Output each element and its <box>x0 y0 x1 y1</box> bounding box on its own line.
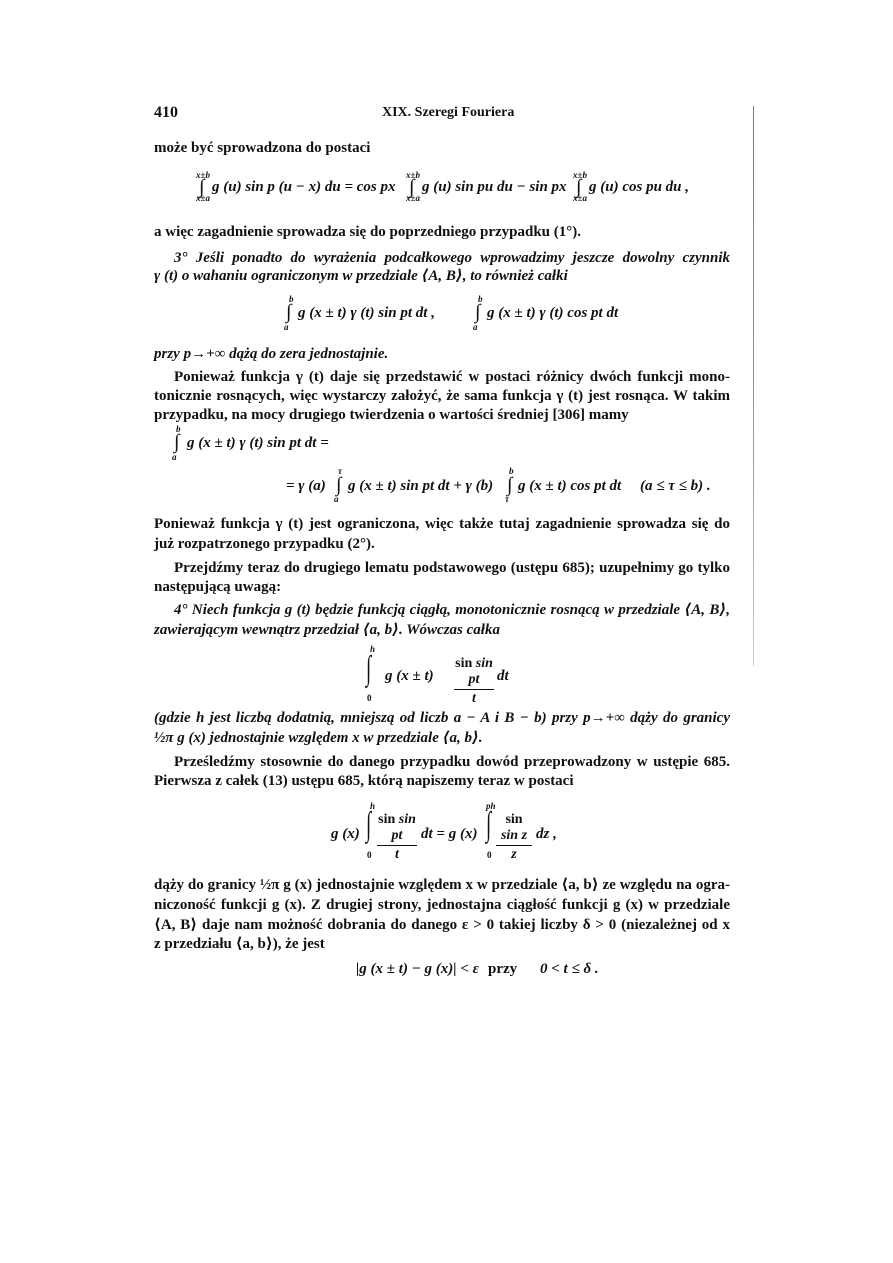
fraction-bar <box>496 845 532 846</box>
eq-term: g (u) sin p (u − x) du = cos px <box>212 179 396 195</box>
text-line: już rozpatrzonego przypadku (2°). <box>154 536 375 552</box>
fraction <box>377 812 417 863</box>
eq-term: 0 < t ≤ δ . <box>540 961 599 977</box>
text-line: następującą uwagą: <box>154 579 282 595</box>
integral-sign: ∫ <box>174 431 180 453</box>
limit-upper: h <box>370 801 376 811</box>
eq-term: g (u) cos pu du , <box>589 179 690 195</box>
limit-lower: τ <box>505 494 509 504</box>
limit-upper: x±b <box>573 170 587 180</box>
text-line: Ponieważ funkcja γ (t) daje się przedstawić w postaci różnicy dwóch funkcji mono- <box>174 369 730 385</box>
limit-upper: h <box>370 644 376 654</box>
limit-lower: 0 <box>367 850 372 860</box>
eq-term: |g (x ± t) − g (x)| < ε <box>356 961 479 977</box>
eq-term: dz , <box>536 826 557 842</box>
integral-sign: ∫ <box>199 176 205 198</box>
integral-sign: ∫ <box>366 806 372 843</box>
text-line: ½π g (x) jednostajnie względem x w przedziale ⟨a, b⟩. <box>154 730 483 746</box>
integral-sign: ∫ <box>286 301 292 323</box>
running-title: XIX. Szeregi Fouriera <box>382 105 515 120</box>
limit-lower: a <box>334 494 339 504</box>
limit-upper: x±b <box>196 170 210 180</box>
eq-term: = γ (a) <box>286 478 326 494</box>
limit-upper: b <box>176 424 181 434</box>
fraction <box>454 656 494 707</box>
text-line: dąży do granicy ½π g (x) jednostajnie względem x w przedziale ⟨a, b⟩ ze względu na ogra- <box>154 877 730 893</box>
denominator: z <box>511 847 517 862</box>
text-line: niczoność funkcji g (x). Z drugiej strony, jednostajna ciągłość funkcji g (x) w przedziale <box>154 897 730 913</box>
limit-upper: b <box>289 294 294 304</box>
text-line: Ponieważ funkcja γ (t) jest ograniczona, więc także tutaj zagadnienie sprowadza się do <box>154 516 730 532</box>
integral-sign: ∫ <box>336 474 342 496</box>
text-line: 4° Niech funkcja g (t) będzie funkcją ciągłą, monotonicznie rosnącą w przedziale ⟨A, B⟩, <box>174 602 730 618</box>
text-line: Pierwsza z całek (13) ustępu 685, którą napiszemy teraz w postaci <box>154 773 574 789</box>
limit-upper: x±b <box>406 170 420 180</box>
limit-lower: a <box>172 452 177 462</box>
limit-upper: b <box>478 294 483 304</box>
text-line: przypadku, na mocy drugiego twierdzenia o wartości średniej [306] mamy <box>154 407 629 423</box>
eq-term: g (x ± t) cos pt dt <box>518 478 622 494</box>
eq-term: dt = g (x) <box>421 826 478 842</box>
denominator: t <box>472 691 476 706</box>
fraction-bar <box>377 845 417 846</box>
integral-sign: ∫ <box>576 176 582 198</box>
numerator: sin sin pt <box>378 812 416 843</box>
limit-lower: 0 <box>367 693 372 703</box>
integral-sign: ∫ <box>507 474 513 496</box>
integral-sign: ∫ <box>409 176 415 198</box>
text-line: a więc zagadnienie sprowadza się do poprzedniego przypadku (1°). <box>154 224 581 240</box>
fraction <box>496 812 532 863</box>
limit-lower: x±a <box>196 193 210 203</box>
limit-upper: ph <box>486 801 496 811</box>
eq-term: g (x ± t) γ (t) sin pt dt , <box>298 305 435 321</box>
scan-edge-line <box>753 106 754 666</box>
eq-term: przy <box>488 961 518 977</box>
text-line: Prześledźmy stosownie do danego przypadku dowód przeprowadzony w ustępie 685. <box>174 754 730 770</box>
denominator: t <box>395 847 399 862</box>
eq-term: g (x ± t) γ (t) sin pt dt = <box>187 435 329 451</box>
limit-lower: a <box>284 322 289 332</box>
text-line: ⟨A, B⟩ daje nam możność dobrania do danego ε > 0 takiej liczby δ > 0 (niezależnej od x <box>154 917 730 933</box>
integral-sign: ∫ <box>475 301 481 323</box>
eq-term: g (x ± t) γ (t) cos pt dt <box>487 305 619 321</box>
eq-term: g (x ± t) <box>385 668 434 684</box>
limit-lower: x±a <box>573 193 587 203</box>
text-line: 3° Jeśli ponadto do wyrażenia podcałkowego wprowadzimy jeszcze dowolny czynnik <box>174 250 730 266</box>
eq-condition: (a ≤ τ ≤ b) . <box>640 478 711 494</box>
text-line: z przedziału ⟨a, b⟩), że jest <box>154 936 325 952</box>
integral-sign: ∫ <box>486 806 492 843</box>
text-line: γ (t) o wahaniu ograniczonym w przedziale ⟨A, B⟩, to również całki <box>154 268 568 284</box>
limit-lower: 0 <box>487 850 492 860</box>
limit-lower: a <box>473 322 478 332</box>
page-number: 410 <box>154 104 178 121</box>
text-line: może być sprowadzona do postaci <box>154 140 371 156</box>
text-line: tonicznie rosnących, więc wystarczy założyć, że sama funkcja γ (t) jest rosnąca. W takim <box>154 388 730 404</box>
eq-term: g (x) <box>331 826 360 842</box>
limit-upper: b <box>509 466 514 476</box>
text-line: Przejdźmy teraz do drugiego lematu podstawowego (ustępu 685); uzupełnimy go tylko <box>174 560 730 576</box>
eq-term: g (u) sin pu du − sin px <box>422 179 567 195</box>
eq-term: g (x ± t) sin pt dt + γ (b) <box>348 478 494 494</box>
fraction-bar <box>454 689 494 690</box>
limit-upper: τ <box>338 466 342 476</box>
limit-lower: x±a <box>406 193 420 203</box>
text-line: przy p→+∞ dążą do zera jednostajnie. <box>154 346 389 362</box>
numerator: sin sin pt <box>455 656 493 687</box>
text-line: zawierającym wewnątrz przedział ⟨a, b⟩. Wówczas całka <box>154 622 500 638</box>
eq-term: dt <box>497 668 509 684</box>
integral-sign: ∫ <box>366 650 372 687</box>
numerator: sin sin z <box>500 812 528 843</box>
text-line: (gdzie h jest liczbą dodatnią, mniejszą od liczb a − A i B − b) przy p→+∞ dąży do granicy <box>154 710 730 726</box>
